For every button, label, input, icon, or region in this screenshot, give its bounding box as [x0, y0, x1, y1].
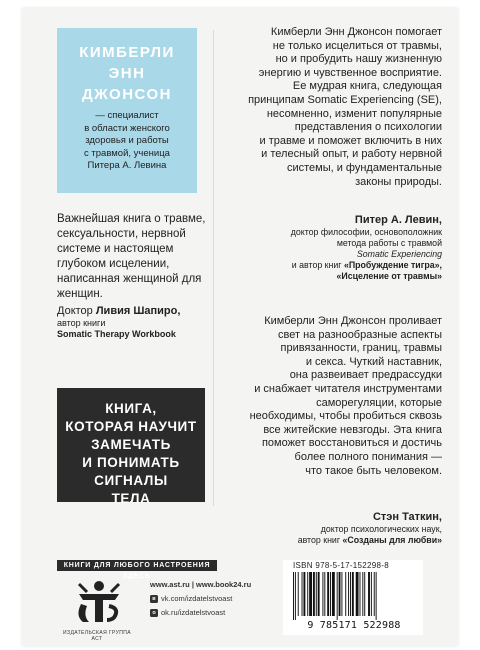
right-testimonial-2 — [230, 315, 442, 478]
vk-link[interactable] — [150, 592, 260, 606]
quote-line: Кимберли Энн Джонсон проливает — [264, 315, 442, 327]
author-name-line: ДЖОНСОН — [81, 86, 172, 103]
sig-role: метода работы с травмой — [336, 238, 442, 248]
barcode-block — [283, 560, 423, 635]
slogan-line: КОТОРАЯ НАУЧИТ — [65, 419, 197, 434]
quote-line: свет на разнообразные аспекты — [278, 328, 442, 341]
sig-book: «Исцеление от травмы» — [336, 271, 442, 281]
quote-line: принципам Somatic Experiencing (SE), — [248, 93, 442, 106]
quote-line: представления о психологии — [294, 121, 442, 134]
quote-line: поможет восстановиться и достичь — [261, 437, 442, 450]
vk-text: vk.com/izdatelstvoast — [161, 594, 233, 603]
quote-line: и снабжает читателя инструментами — [254, 382, 442, 395]
sig-book: Somatic Therapy Workbook — [57, 329, 176, 339]
quote-line: системе и настоящем — [57, 243, 174, 255]
quote-line: Важнейшая книга о травме, — [57, 213, 206, 225]
sig-role: и автор книг — [291, 260, 344, 270]
quote-line: женщин. — [57, 288, 103, 300]
quote-line: но и пробудить нашу жизненную — [275, 53, 442, 66]
author-desc-line: — специалист — [95, 110, 159, 121]
barcode-digits: 9 785171 522988 — [307, 620, 401, 631]
ok-icon: о — [150, 609, 158, 617]
author-desc-line: с травмой, ученица — [84, 147, 170, 159]
quote-line: сексуальности, нервной — [57, 228, 186, 240]
publisher-contacts — [150, 578, 260, 620]
sig-prefix: Доктор — [57, 305, 96, 317]
left-testimonial-signature — [57, 305, 207, 340]
column-divider — [213, 30, 214, 506]
right-testimonial-1-signature — [230, 213, 442, 282]
author-desc-line: Питера А. Левина — [87, 160, 167, 171]
quote-line: и секса. Чуткий наставник, — [305, 355, 442, 368]
quote-line: несомненно, изменит популярные — [266, 107, 442, 120]
quote-line: она развеивает предрассудки — [289, 369, 442, 382]
website-link[interactable] — [150, 578, 260, 592]
author-name-line: КИМБЕРЛИ — [79, 44, 175, 61]
author-name-line: ЭНН — [108, 65, 146, 82]
quote-line: энергию и чувственное восприятие. — [258, 66, 442, 79]
sig-role: автор книг — [297, 535, 343, 545]
sig-role: автор книги — [57, 318, 106, 328]
author-description — [57, 110, 197, 173]
series-banner: КНИГИ ДЛЯ ЛЮБОГО НАСТРОЕНИЯ ЗДЕСЬ — [57, 560, 217, 571]
quote-line: все житейские невзгоды. Эта книга — [263, 423, 442, 436]
left-testimonial — [57, 212, 207, 302]
sig-book: «Созданы для любви» — [342, 535, 442, 545]
ok-link[interactable] — [150, 606, 260, 620]
quote-line: привязанности, границ, травмы — [280, 342, 442, 355]
ok-text: ok.ru/izdatelstvoast — [161, 608, 226, 617]
website-text: www.ast.ru | www.book24.ru — [150, 580, 252, 589]
sig-book: «Пробуждение тигра», — [343, 260, 442, 270]
slogan-line: СИГНАЛЫ — [94, 473, 168, 488]
quote-line: и травме и поможет включить в них — [259, 134, 442, 147]
slogan-line: И ПОНИМАТЬ — [82, 455, 180, 470]
slogan-text — [57, 388, 205, 508]
slogan-line: ЗАМЕЧАТЬ — [91, 437, 171, 452]
slogan-box — [57, 388, 205, 506]
ast-logo-icon — [61, 578, 137, 632]
author-name — [57, 42, 197, 105]
sig-name: Ливия Шапиро, — [95, 305, 181, 317]
sig-role: доктор психологических наук, — [320, 524, 442, 534]
publisher-logo — [61, 578, 137, 634]
quote-line: Кимберли Энн Джонсон помогает — [270, 26, 442, 38]
slogan-line: ТЕЛА — [111, 491, 151, 506]
quote-line: более полного понимания — — [294, 450, 442, 463]
right-testimonial-1 — [230, 26, 442, 189]
author-box — [57, 28, 197, 193]
quote-line: законы природы. — [355, 175, 442, 188]
vk-icon: в — [150, 595, 158, 603]
sig-name: Стэн Таткин, — [372, 511, 442, 523]
quote-line: необходимы, чтобы пробиться сквозь — [249, 410, 442, 423]
publisher-name: ИЗДАТЕЛЬСКАЯ ГРУППА АСТ — [63, 630, 131, 642]
quote-line: написанная женщиной для — [57, 273, 202, 285]
slogan-line: КНИГА, — [105, 401, 157, 416]
sig-role: Somatic Experiencing — [356, 249, 442, 259]
quote-line: системы, и фундаментальные — [286, 161, 442, 174]
quote-line: не только исцелиться от травмы, — [272, 39, 442, 52]
author-desc-line: здоровья и работы — [85, 135, 169, 146]
quote-line: саморегуляции, которые — [316, 396, 442, 409]
right-testimonial-2-signature — [230, 510, 442, 546]
quote-line: Ее мудрая книга, следующая — [292, 80, 442, 93]
isbn-number: ISBN 978-5-17-152298-8 — [293, 561, 389, 570]
author-desc-line: в области женского — [84, 122, 170, 134]
quote-line: глубоком исцелении, — [57, 258, 170, 270]
barcode-icon — [291, 572, 415, 620]
sig-role: доктор философии, основоположник — [290, 227, 442, 237]
quote-line: и телесный опыт, и работу нервной — [261, 148, 442, 161]
quote-line: что такое быть человеком. — [305, 464, 442, 477]
sig-name: Питер А. Левин, — [354, 214, 442, 226]
